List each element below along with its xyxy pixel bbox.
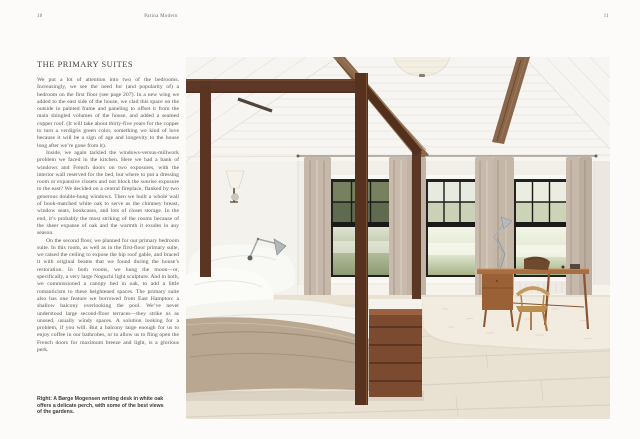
- chapter-title: THE PRIMARY SUITES: [37, 59, 134, 69]
- page-number-right: 11: [603, 14, 609, 19]
- paragraph: We put a lot of attention into two of the bedrooms. Increasingly, we see the need for (and popularity of) a bedroom on the first floor (see page 207). In a new wing we added to the east side of the house, we clad this space on the outside in painted frame and paneling to offset it from the main shingled volumes of the house, and added a seamed copper roof. (It will take about thirty-five years for the copper to turn a verdigris green color, something we kind of love because it will be a sign of age and longevity to the house long after we’re gone from it).: [37, 77, 179, 149]
- shiplap-ceiling: [186, 57, 610, 161]
- bedroom-photo: [186, 57, 610, 419]
- canopy-bed-rear-post: [412, 151, 421, 303]
- bed-footboard: [369, 299, 422, 397]
- body-text-column: [37, 77, 179, 354]
- running-head: Patina Modern: [144, 14, 178, 19]
- page-number-left: 10: [37, 14, 43, 19]
- paragraph: On the second floor, we planned for our primary bedroom suite. In this room, as well as in the first-floor primary suite, we raised the ceiling to expose the hip roof gable, and braced it with original beams that we found during the house’s restoration. In both rooms, we hung the moon—or, specifically, a very large Noguchi light sculpture. And in both, we commissioned a canopy bed in oak, to add a little romanticism to these heightened spaces. The primary suite also has one feature we borrowed from East Hampton: a shallow balcony overlooking the pool. We’ve never understood large second-floor terraces—they strike us as unused, usually windy spaces. A solution looking for a problem, if you will. But a balcony large enough for us to enjoy coffee in our bathrobes, or to allow us to fling open the French doors for maximum breeze and light, is a glorious perk.: [37, 237, 179, 353]
- photo-caption: Right: A Børge Mogensen writing desk in white oak offers a delicate perch, with some of the best views of the gardens.: [37, 396, 164, 416]
- paragraph: Inside, we again tackled the windows-versus-millwork problem we faced in the kitchen. Here we had a bank of windows and French doors on two exposures, with the interior wall reserved for the bed, but where to put a dressing room or expansive closets and not block the sunrise exposure to the east? We decided on a central fireplace, flanked by two generous double-hung windows. Then we built a whole wall of book-matched white oak to serve as the chimney breast, window seats, bookcases, and lots of closet storage. In the end, it’s probably the most striking of the rooms because of the sheer expanse of oak and the warmth it exudes in any season.: [37, 149, 179, 237]
